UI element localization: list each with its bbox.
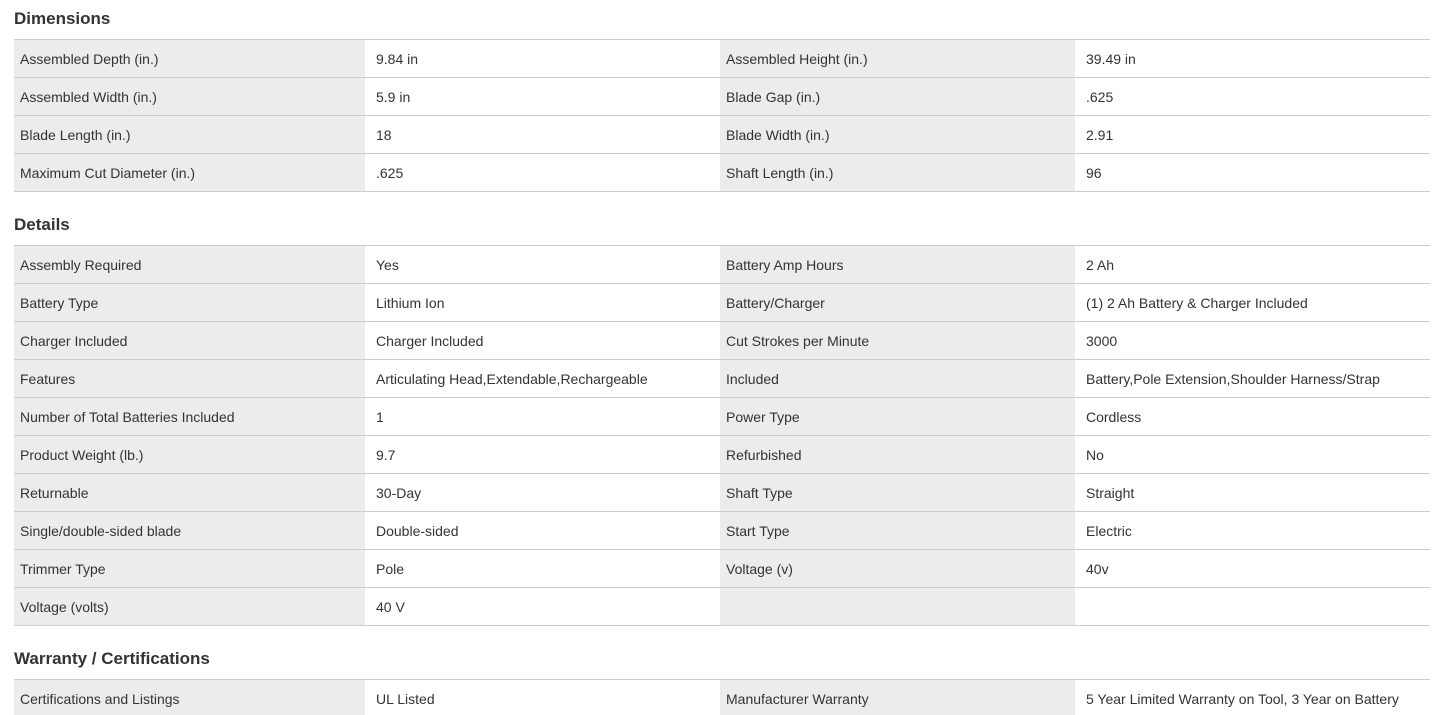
spec-label-left: Returnable — [14, 474, 365, 511]
spec-label-right: Cut Strokes per Minute — [720, 322, 1075, 359]
spec-value-right: 3000 — [1075, 322, 1430, 359]
spec-label-left: Blade Length (in.) — [14, 116, 365, 153]
spec-sections-container — [14, 8, 1430, 715]
spec-label-right: Refurbished — [720, 436, 1075, 473]
spec-value-left: Lithium Ion — [365, 284, 720, 321]
table-row — [14, 360, 1430, 398]
spec-value-right: Straight — [1075, 474, 1430, 511]
spec-label-right — [720, 588, 1075, 625]
spec-label-right: Included — [720, 360, 1075, 397]
table-row — [14, 550, 1430, 588]
spec-value-left: 5.9 in — [365, 78, 720, 115]
section-title: Warranty / Certifications — [14, 649, 210, 668]
spec-label-left: Assembled Width (in.) — [14, 78, 365, 115]
table-row — [14, 40, 1430, 78]
spec-label-right: Manufacturer Warranty — [720, 680, 1075, 715]
spec-label-left: Product Weight (lb.) — [14, 436, 365, 473]
spec-label-right: Shaft Type — [720, 474, 1075, 511]
spec-table — [14, 39, 1430, 192]
spec-section — [14, 648, 1430, 715]
table-row — [14, 78, 1430, 116]
spec-section — [14, 8, 1430, 192]
spec-value-right: 2.91 — [1075, 116, 1430, 153]
table-row — [14, 588, 1430, 626]
spec-value-right: (1) 2 Ah Battery & Charger Included — [1075, 284, 1430, 321]
table-row — [14, 154, 1430, 192]
spec-label-right: Blade Gap (in.) — [720, 78, 1075, 115]
spec-value-left: Charger Included — [365, 322, 720, 359]
spec-value-left: .625 — [365, 154, 720, 191]
spec-value-right: Cordless — [1075, 398, 1430, 435]
spec-value-left: Yes — [365, 246, 720, 283]
spec-label-right: Voltage (v) — [720, 550, 1075, 587]
spec-label-left: Trimmer Type — [14, 550, 365, 587]
spec-value-left: 9.84 in — [365, 40, 720, 77]
spec-label-right: Shaft Length (in.) — [720, 154, 1075, 191]
spec-value-right: 40v — [1075, 550, 1430, 587]
spec-value-right — [1075, 588, 1430, 625]
spec-label-left: Features — [14, 360, 365, 397]
spec-label-right: Assembled Height (in.) — [720, 40, 1075, 77]
spec-label-left: Maximum Cut Diameter (in.) — [14, 154, 365, 191]
spec-label-left: Assembly Required — [14, 246, 365, 283]
spec-value-right: 96 — [1075, 154, 1430, 191]
table-row — [14, 512, 1430, 550]
spec-label-left: Charger Included — [14, 322, 365, 359]
spec-value-right: Battery,Pole Extension,Shoulder Harness/Strap — [1075, 360, 1430, 397]
spec-value-right: 5 Year Limited Warranty on Tool, 3 Year on Battery — [1075, 680, 1430, 715]
spec-label-left: Voltage (volts) — [14, 588, 365, 625]
spec-label-left: Single/double-sided blade — [14, 512, 365, 549]
spec-value-right: No — [1075, 436, 1430, 473]
spec-value-left: Articulating Head,Extendable,Rechargeable — [365, 360, 720, 397]
spec-value-right: .625 — [1075, 78, 1430, 115]
table-row — [14, 680, 1430, 715]
spec-table — [14, 245, 1430, 626]
spec-value-left: Double-sided — [365, 512, 720, 549]
table-row — [14, 436, 1430, 474]
spec-table — [14, 679, 1430, 715]
spec-label-right: Blade Width (in.) — [720, 116, 1075, 153]
spec-value-right: Electric — [1075, 512, 1430, 549]
spec-value-right: 2 Ah — [1075, 246, 1430, 283]
product-specifications — [0, 8, 1440, 715]
section-title: Details — [14, 215, 70, 234]
spec-value-right: 39.49 in — [1075, 40, 1430, 77]
table-row — [14, 398, 1430, 436]
spec-label-left: Certifications and Listings — [14, 680, 365, 715]
spec-label-right: Power Type — [720, 398, 1075, 435]
spec-label-right: Battery Amp Hours — [720, 246, 1075, 283]
spec-value-left: 9.7 — [365, 436, 720, 473]
table-row — [14, 284, 1430, 322]
table-row — [14, 246, 1430, 284]
spec-label-right: Battery/Charger — [720, 284, 1075, 321]
spec-label-left: Assembled Depth (in.) — [14, 40, 365, 77]
spec-section — [14, 214, 1430, 626]
spec-value-left: 30-Day — [365, 474, 720, 511]
spec-label-left: Number of Total Batteries Included — [14, 398, 365, 435]
table-row — [14, 322, 1430, 360]
spec-label-left: Battery Type — [14, 284, 365, 321]
spec-value-left: Pole — [365, 550, 720, 587]
spec-value-left: 40 V — [365, 588, 720, 625]
spec-value-left: UL Listed — [365, 680, 720, 715]
spec-value-left: 1 — [365, 398, 720, 435]
spec-label-right: Start Type — [720, 512, 1075, 549]
section-title: Dimensions — [14, 9, 111, 28]
table-row — [14, 116, 1430, 154]
table-row — [14, 474, 1430, 512]
spec-value-left: 18 — [365, 116, 720, 153]
